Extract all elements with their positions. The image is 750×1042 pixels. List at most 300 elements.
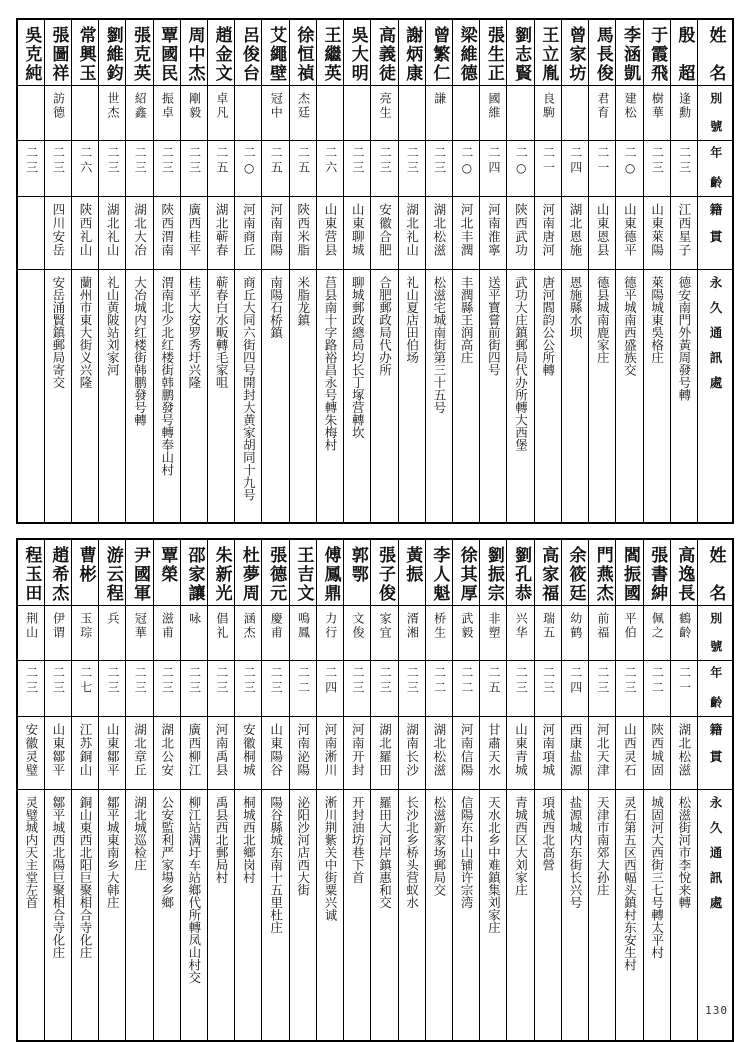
cell-origin [17,197,44,270]
cell-address [180,270,207,524]
cell-address [289,790,316,1042]
alias-text: 良駒 [541,92,556,120]
name-text: 程玉田 [21,546,42,603]
cell-age [262,141,289,197]
age-text: 二二 [296,666,311,696]
name-text: 劉振宗 [483,546,504,603]
age-text: 二五 [487,666,502,696]
address-text: 丰潤縣王润高庄 [459,276,475,364]
cell-address [208,790,235,1042]
address-text: 陽谷縣城东南十五里杜庄 [268,796,284,934]
cell-name [480,539,507,606]
name-text: 黃振 [402,546,423,584]
cell-age [425,141,452,197]
origin-text: 湖北蕲春 [214,203,230,257]
cell-address [534,790,561,1042]
cell-name [534,19,561,86]
age-text: 二三 [405,666,420,696]
cell-alias [398,86,425,141]
name-text: 曾繁仁 [429,26,450,83]
cell-name [153,539,180,606]
cell-name [507,19,534,86]
alias-text: 非塑 [487,612,502,640]
cell-address [643,790,670,1042]
origin-text: 湖北礼山 [105,203,121,257]
address-text: 鄒平城西北陽巨聚相合寺化庄 [50,796,66,959]
address-text: 萊陽城東吳格庄 [649,276,665,364]
cell-alias [643,86,670,141]
cell-age [235,661,262,717]
alias-text: 樹華 [650,92,665,120]
age-text: 二三 [214,666,229,696]
age-text: 二三 [378,666,393,696]
origin-text: 河南禹县 [214,723,230,777]
alias-text: 謙 [432,92,447,106]
cell-age [180,661,207,717]
name-text: 張子俊 [374,546,395,603]
cell-address [398,270,425,524]
cell-alias [17,86,44,141]
cell-name [589,19,616,86]
alias-text: 紹鑫 [133,92,148,120]
alias-text: 家宜 [378,612,393,640]
name-text: 曹彬 [75,546,96,584]
name-text: 杜夢周 [238,546,259,603]
name-text: 張克英 [130,26,150,83]
origin-text: 西康盐源 [567,723,583,777]
alias-text: 瑞五 [541,612,556,640]
cell-name [643,19,670,86]
cell-age [180,141,207,197]
cell-address [262,270,289,524]
cell-age [589,661,616,717]
cell-origin [534,717,561,790]
cell-name [398,19,425,86]
origin-text: 河南淮寧 [486,203,502,257]
cell-alias [289,86,316,141]
cell-address [126,790,153,1042]
cell-alias [262,86,289,141]
cell-address [616,270,643,524]
address-text: 渭南北少北红楼街韩鹏發号轉奉山村 [159,276,175,476]
origin-text: 山東德平 [622,203,638,257]
cell-age [126,141,153,197]
row-label-text: 別 號 [708,92,723,134]
cell-alias [262,606,289,661]
cell-name [99,539,126,606]
row-alias-lower [17,606,733,661]
alias-text: 鶴齡 [677,612,692,640]
name-text: 游云程 [102,546,123,603]
age-text: 二三 [623,666,638,696]
address-text: 羅田大河岸鎮惠和交 [377,796,393,909]
cell-origin [126,717,153,790]
cell-alias [126,86,153,141]
cell-age [316,661,343,717]
cell-name [453,19,480,86]
cell-age [643,661,670,717]
cell-name [208,19,235,86]
cell-name [561,539,588,606]
address-text: 公安監利严家場乡鄉 [159,796,175,909]
cell-age [453,661,480,717]
cell-origin [616,717,643,790]
cell-address [425,790,452,1042]
cell-age [371,661,398,717]
age-text: 二三 [105,666,120,696]
cell-address [71,270,98,524]
address-text: 德平城南西盛族交 [622,276,638,376]
cell-name [616,19,643,86]
cell-alias [99,86,126,141]
cell-alias [316,606,343,661]
origin-text: 山東青城 [513,723,529,777]
row-alias-upper [17,86,733,141]
age-text: 二三 [514,666,529,696]
cell-alias [289,606,316,661]
address-text: 唐河閻韵公公所轉 [540,276,556,376]
cell-origin [316,197,343,270]
cell-address [561,270,588,524]
address-text: 湖北城巡检庄 [132,796,148,871]
address-text: 聊城郵政總局均长丁塚营轉坎 [350,276,366,439]
cell-address [371,270,398,524]
cell-origin [371,197,398,270]
age-text: 二四 [568,146,583,176]
cell-address [44,790,71,1042]
cell-age [44,141,71,197]
name-text: 艾繩壁 [266,26,287,83]
name-text: 劉孔恭 [511,546,532,603]
name-text: 王吉文 [293,546,314,603]
cell-age [71,141,98,197]
address-text: 淅川荆紫关中街粟兴诚 [323,796,339,921]
cell-origin [425,717,452,790]
address-text: 合肥郵政局代办所 [377,276,393,376]
alias-text: 振卓 [160,92,175,120]
cell-address [316,270,343,524]
origin-text: 山西灵石 [622,723,638,777]
address-text: 鄒平城東南乡大韩庄 [105,796,121,909]
cell-age [589,141,616,197]
cell-age [507,141,534,197]
cell-age [44,661,71,717]
address-text: 送平寶嘗前街四号 [486,276,502,376]
cell-alias [344,86,371,141]
alias-text: 湑湘 [405,612,420,640]
cell-origin [44,717,71,790]
cell-alias [180,606,207,661]
cell-age [71,661,98,717]
age-text: 二三 [350,666,365,696]
cell-origin [589,717,616,790]
cell-origin [235,717,262,790]
age-text: 二三 [51,666,66,696]
origin-text: 河南信陽 [459,723,475,777]
cell-age [99,661,126,717]
address-text: 柳江站满圩车站鄉代所轉凤山村交 [186,796,202,984]
address-text: 松滋新家场郵局交 [431,796,447,896]
row-label-text: 永 久 通 訊 處 [708,276,723,389]
name-text: 曾家坊 [565,26,586,83]
origin-text: 湖北公安 [159,723,175,777]
cell-origin [180,197,207,270]
age-text: 二三 [160,666,175,696]
cell-origin [17,717,44,790]
cell-name [44,19,71,86]
age-text: 二一 [595,146,610,176]
alias-text: 佩之 [650,612,665,640]
cell-age [262,661,289,717]
cell-origin [71,197,98,270]
name-text: 吳大明 [347,26,368,83]
cell-origin [344,717,371,790]
origin-text: 廣西桂平 [186,203,202,257]
origin-text: 山東恩县 [595,203,611,257]
cell-origin [371,717,398,790]
name-text: 周中杰 [184,26,205,83]
address-text: 武功大庄鎮郵局代办所轉大西堡 [513,276,529,451]
origin-text: 山東陽谷 [268,723,284,777]
row-label-text: 姓 名 [705,546,726,603]
cell-alias [208,86,235,141]
cell-age [316,141,343,197]
row-label-name [698,19,734,86]
cell-alias [561,606,588,661]
row-label-text: 別 號 [708,612,723,654]
cell-alias [453,606,480,661]
cell-address [262,790,289,1042]
age-text: 二二 [459,666,474,696]
origin-text: 湖北大冶 [132,203,148,257]
cell-address [534,270,561,524]
age-text: 二○ [242,146,257,178]
origin-text: 山東聊城 [350,203,366,257]
address-text: 恩施縣水坝 [567,276,583,339]
cell-alias [208,606,235,661]
cell-alias [126,606,153,661]
name-text: 梁維德 [456,26,477,83]
cell-address [344,790,371,1042]
name-text: 尹國軍 [130,546,150,603]
cell-age [344,141,371,197]
cell-address [371,790,398,1042]
cell-alias [44,606,71,661]
cell-alias [507,606,534,661]
cell-origin [180,717,207,790]
alias-text: 文俊 [350,612,365,640]
alias-text: 杰廷 [296,92,311,120]
cell-name [71,539,98,606]
alias-text: 訪德 [51,92,66,120]
row-names-upper [17,19,733,86]
cell-alias [99,606,126,661]
cell-address [480,270,507,524]
row-names-lower [17,539,733,606]
origin-text: 河北天津 [595,723,611,777]
cell-address [153,270,180,524]
origin-text: 陝西礼山 [78,203,94,257]
address-text: 开封油坊巷下首 [350,796,366,884]
origin-text: 湖北松滋 [431,203,447,257]
name-text: 殷 超 [674,26,695,83]
age-text: 二三 [105,146,120,176]
cell-name [371,539,398,606]
row-label-text: 籍 貫 [708,723,723,764]
origin-text: 四川安岳 [50,203,66,257]
cell-origin [126,197,153,270]
cell-alias [425,86,452,141]
cell-alias [480,86,507,141]
cell-name [126,19,153,86]
name-text: 張書紳 [647,546,668,603]
origin-text: 山東鄒平 [50,723,66,777]
cell-address [289,270,316,524]
cell-origin [561,717,588,790]
origin-text: 山東萊陽 [649,203,665,257]
cell-address [507,790,534,1042]
cell-origin [643,717,670,790]
cell-address [126,270,153,524]
name-text: 高義徒 [374,26,395,83]
cell-origin [208,197,235,270]
cell-name [208,539,235,606]
cell-origin [398,197,425,270]
age-text: 二二 [650,666,665,696]
name-text: 郭鄂 [347,546,368,584]
cell-age [289,141,316,197]
origin-text: 安徽合肥 [377,203,393,257]
age-text: 二四 [568,666,583,696]
cell-name [371,19,398,86]
origin-text: 湖北松滋 [676,723,692,777]
cell-alias [534,606,561,661]
row-label-text: 姓 名 [705,26,726,83]
alias-text: 涵杰 [242,612,257,640]
cell-address [589,790,616,1042]
cell-age [153,141,180,197]
row-label-age [698,661,734,717]
cell-name [126,539,153,606]
row-age-upper [17,141,733,197]
cell-address [670,270,697,524]
cell-address [643,270,670,524]
row-address-upper [17,270,733,524]
name-text: 徐恒禎 [293,26,314,83]
cell-alias [398,606,425,661]
age-text: 二七 [78,666,93,696]
cell-alias [371,606,398,661]
cell-name [289,19,316,86]
cell-alias [507,86,534,141]
origin-text: 陝西武功 [513,203,529,257]
cell-age [480,661,507,717]
cell-alias [534,86,561,141]
address-text: 銅山東西北阳巨聚相合寺化庄 [78,796,94,959]
address-text: 城固河大西街三七号轉太平村 [649,796,665,959]
cell-alias [235,86,262,141]
age-text: 二六 [323,146,338,176]
age-text: 二三 [242,666,257,696]
origin-text: 河南开封 [350,723,366,777]
age-text: 二三 [378,146,393,176]
age-text: 二三 [595,666,610,696]
cell-origin [289,717,316,790]
cell-origin [507,717,534,790]
address-text: 天水北乡中难鎮集刘家庄 [486,796,502,934]
cell-address [17,270,44,524]
age-text: 二○ [514,146,529,178]
cell-alias [235,606,262,661]
age-text: 二三 [187,146,202,176]
name-text: 趙金文 [211,26,232,83]
name-text: 覃國民 [157,26,178,83]
address-text: 天津市南郊大孙庄 [595,796,611,896]
cell-name [262,539,289,606]
row-label-alias [698,606,734,661]
cell-origin [616,197,643,270]
cell-origin [44,197,71,270]
age-text: 二五 [214,146,229,176]
row-label-text: 永 久 通 訊 處 [708,796,723,909]
alias-text: 卓凡 [214,92,229,120]
cell-age [398,661,425,717]
cell-origin [670,197,697,270]
alias-text: 兴华 [514,612,529,640]
address-text: 长沙北乡桥头营蚁水 [404,796,420,909]
name-text: 常興玉 [75,26,96,83]
cell-alias [180,86,207,141]
cell-alias [480,606,507,661]
cell-alias [71,86,98,141]
age-text: 二○ [623,146,638,178]
cell-age [208,661,235,717]
cell-address [480,790,507,1042]
cell-alias [71,606,98,661]
name-text: 徐其厚 [456,546,477,603]
alias-text: 前福 [595,612,610,640]
cell-address [235,790,262,1042]
cell-address [425,270,452,524]
origin-text: 湖北羅田 [377,723,393,777]
name-text: 門燕杰 [592,546,613,603]
cell-name [670,19,697,86]
origin-text: 河南商丘 [241,203,257,257]
cell-age [670,661,697,717]
alias-text: 武毅 [459,612,474,640]
cell-origin [316,717,343,790]
cell-name [235,539,262,606]
row-label-address [698,270,734,524]
alias-text: 冠華 [133,612,148,640]
cell-name [71,19,98,86]
cell-age [616,141,643,197]
name-text: 王繼英 [320,26,341,83]
age-text: 二三 [269,666,284,696]
address-text: 灵璧城内天主堂左首 [23,796,39,909]
age-text: 二三 [677,146,692,176]
row-label-origin [698,197,734,270]
origin-text: 湖北礼山 [404,203,420,257]
cell-origin [235,197,262,270]
cell-address [316,790,343,1042]
alias-text: 玉琮 [78,612,93,640]
origin-text: 湖北恩施 [567,203,583,257]
address-text: 項城西北高營 [540,796,556,871]
cell-address [17,790,44,1042]
roster-table-upper [16,18,734,524]
address-text: 泌阳沙河店西大街 [295,796,311,896]
